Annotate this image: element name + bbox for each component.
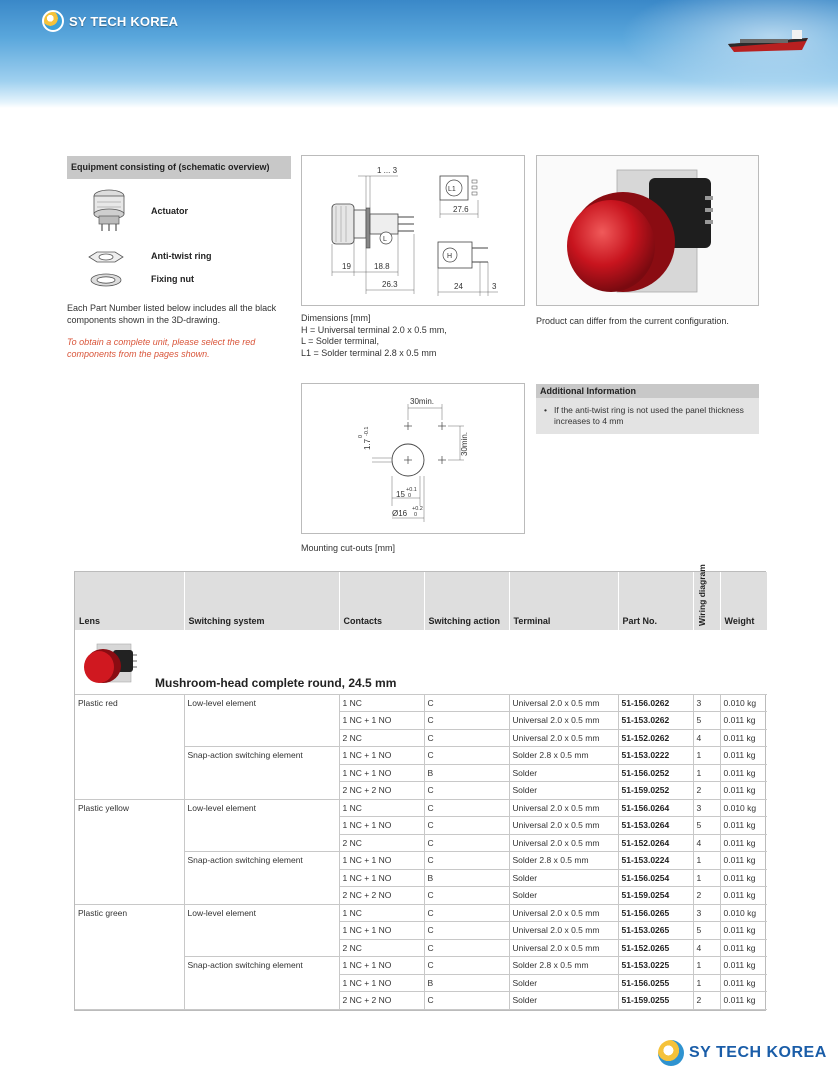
cell-action: B bbox=[424, 764, 509, 782]
cell-lens bbox=[75, 922, 184, 940]
logo-circle-icon bbox=[658, 1040, 684, 1066]
cell-contacts: 2 NC + 2 NO bbox=[339, 992, 424, 1010]
section-row bbox=[75, 630, 767, 694]
table-row bbox=[75, 712, 767, 730]
dim-label-H: H bbox=[447, 253, 453, 260]
cell-contacts: 2 NC + 2 NO bbox=[339, 887, 424, 905]
cell-action: C bbox=[424, 904, 509, 922]
cell-weight: 0.011 kg bbox=[720, 974, 767, 992]
fixing-nut-icon bbox=[89, 273, 123, 287]
cell-weight: 0.011 kg bbox=[720, 782, 767, 800]
cell-terminal: Universal 2.0 x 0.5 mm bbox=[509, 712, 618, 730]
cell-system bbox=[184, 974, 339, 992]
cell-action: C bbox=[424, 694, 509, 712]
table-row bbox=[75, 747, 767, 765]
cell-system bbox=[184, 817, 339, 835]
cell-system bbox=[184, 782, 339, 800]
cell-weight: 0.010 kg bbox=[720, 694, 767, 712]
cell-system: Snap-action switching element bbox=[184, 957, 339, 975]
cutout-label-15-tol-lo: 0 bbox=[408, 493, 412, 499]
cell-terminal: Solder bbox=[509, 782, 618, 800]
cell-weight: 0.011 kg bbox=[720, 939, 767, 957]
cell-wiring: 5 bbox=[693, 712, 720, 730]
cell-contacts: 1 NC bbox=[339, 799, 424, 817]
cell-wiring: 3 bbox=[693, 799, 720, 817]
cell-terminal: Universal 2.0 x 0.5 mm bbox=[509, 904, 618, 922]
cell-terminal: Universal 2.0 x 0.5 mm bbox=[509, 694, 618, 712]
cell-terminal: Universal 2.0 x 0.5 mm bbox=[509, 834, 618, 852]
cell-part: 51-159.0252 bbox=[618, 782, 693, 800]
cell-action: C bbox=[424, 747, 509, 765]
cell-system bbox=[184, 729, 339, 747]
cell-terminal: Solder bbox=[509, 869, 618, 887]
cell-system bbox=[184, 992, 339, 1010]
cell-wiring: 2 bbox=[693, 887, 720, 905]
cell-terminal: Universal 2.0 x 0.5 mm bbox=[509, 799, 618, 817]
table-row bbox=[75, 887, 767, 905]
cell-contacts: 1 NC + 1 NO bbox=[339, 747, 424, 765]
cell-action: C bbox=[424, 799, 509, 817]
cell-system: Low-level element bbox=[184, 904, 339, 922]
cell-lens bbox=[75, 869, 184, 887]
cell-weight: 0.011 kg bbox=[720, 729, 767, 747]
cell-wiring: 1 bbox=[693, 974, 720, 992]
cell-part: 51-153.0265 bbox=[618, 922, 693, 940]
product-table bbox=[74, 564, 766, 1011]
cell-part: 51-153.0264 bbox=[618, 817, 693, 835]
section-cell bbox=[75, 630, 767, 694]
dim-label-26-3: 26.3 bbox=[382, 280, 398, 289]
photo-caption: Product can differ from the current configuration. bbox=[536, 316, 729, 326]
table-row bbox=[75, 799, 767, 817]
dim-cap-shape bbox=[332, 204, 354, 244]
cutout-drawing bbox=[301, 383, 525, 534]
equipment-note-red: To obtain a complete unit, please select the red components from the pages shown. bbox=[67, 337, 256, 359]
table-row bbox=[75, 694, 767, 712]
table-row bbox=[75, 957, 767, 975]
cell-weight: 0.011 kg bbox=[720, 747, 767, 765]
cell-action: B bbox=[424, 974, 509, 992]
bottom-logo-text: SY TECH KOREA bbox=[689, 1044, 827, 1061]
cutout-label-30min-w: 30min. bbox=[410, 397, 435, 406]
cell-system bbox=[184, 764, 339, 782]
cell-lens: Plastic green bbox=[75, 904, 184, 922]
cutout-label-30min-h: 30min. bbox=[460, 431, 469, 456]
cell-action: C bbox=[424, 817, 509, 835]
product-photo bbox=[536, 155, 759, 306]
cutout-label-1-7-tol-hi: 0 bbox=[358, 434, 364, 438]
cell-weight: 0.011 kg bbox=[720, 712, 767, 730]
cell-contacts: 2 NC + 2 NO bbox=[339, 782, 424, 800]
dim-label-27-6: 27.6 bbox=[453, 205, 469, 214]
dimensions-svg bbox=[302, 156, 526, 307]
cell-terminal: Solder bbox=[509, 974, 618, 992]
cell-system: Snap-action switching element bbox=[184, 747, 339, 765]
additional-info-box bbox=[536, 384, 759, 434]
cell-weight: 0.011 kg bbox=[720, 817, 767, 835]
cell-lens bbox=[75, 712, 184, 730]
cell-weight: 0.011 kg bbox=[720, 887, 767, 905]
cutout-svg bbox=[302, 384, 526, 535]
cutout-label-15-tol-hi: +0.1 bbox=[406, 487, 417, 493]
cell-part: 51-156.0255 bbox=[618, 974, 693, 992]
cell-part: 51-153.0262 bbox=[618, 712, 693, 730]
equipment-heading: Equipment consisting of (schematic overview) bbox=[67, 156, 291, 179]
col-header-wiring bbox=[693, 564, 720, 630]
cell-terminal: Solder bbox=[509, 887, 618, 905]
cell-wiring: 5 bbox=[693, 922, 720, 940]
actuator-icon bbox=[87, 186, 131, 232]
equipment-item-actuator bbox=[67, 186, 291, 232]
cell-lens: Plastic yellow bbox=[75, 799, 184, 817]
cell-wiring: 5 bbox=[693, 817, 720, 835]
cell-action: C bbox=[424, 782, 509, 800]
cell-contacts: 1 NC + 1 NO bbox=[339, 852, 424, 870]
equipment-note: Each Part Number listed below includes all the black components shown in the 3D-drawing. bbox=[67, 303, 277, 325]
cell-lens bbox=[75, 852, 184, 870]
cutout-label-1-7: 1.7 bbox=[363, 438, 372, 450]
cell-action: B bbox=[424, 869, 509, 887]
top-logo-text: SY TECH KOREA bbox=[69, 13, 179, 29]
dimensions-caption-line: H = Universal terminal 2.0 x 0.5 mm, bbox=[301, 324, 447, 335]
cell-part: 51-153.0222 bbox=[618, 747, 693, 765]
col-header-terminal: Terminal bbox=[509, 572, 618, 630]
equipment-overview bbox=[67, 156, 291, 294]
cell-lens bbox=[75, 992, 184, 1010]
cell-part: 51-152.0264 bbox=[618, 834, 693, 852]
cell-contacts: 1 NC bbox=[339, 694, 424, 712]
cell-wiring: 3 bbox=[693, 904, 720, 922]
cell-contacts: 1 NC bbox=[339, 904, 424, 922]
cell-terminal: Universal 2.0 x 0.5 mm bbox=[509, 922, 618, 940]
cell-terminal: Solder bbox=[509, 764, 618, 782]
cell-part: 51-156.0265 bbox=[618, 904, 693, 922]
cell-contacts: 1 NC + 1 NO bbox=[339, 712, 424, 730]
cell-part: 51-156.0252 bbox=[618, 764, 693, 782]
cell-wiring: 1 bbox=[693, 869, 720, 887]
col-header-contacts: Contacts bbox=[339, 572, 424, 630]
cell-wiring: 4 bbox=[693, 939, 720, 957]
cell-contacts: 2 NC bbox=[339, 834, 424, 852]
product-thumbnail bbox=[79, 640, 139, 686]
cell-system: Snap-action switching element bbox=[184, 852, 339, 870]
cell-weight: 0.011 kg bbox=[720, 852, 767, 870]
dim-label-L: L bbox=[383, 236, 387, 243]
cell-action: C bbox=[424, 957, 509, 975]
cell-lens bbox=[75, 747, 184, 765]
table-row bbox=[75, 974, 767, 992]
cell-lens: Plastic red bbox=[75, 694, 184, 712]
anti-twist-ring-icon bbox=[87, 250, 125, 264]
dim-label-3: 3 bbox=[492, 282, 497, 291]
col-header-part-no: Part No. bbox=[618, 572, 693, 630]
cell-part: 51-159.0255 bbox=[618, 992, 693, 1010]
cell-system: Low-level element bbox=[184, 694, 339, 712]
cell-part: 51-152.0262 bbox=[618, 729, 693, 747]
cutout-label-16-tol-hi: +0.2 bbox=[412, 506, 423, 512]
dimensions-caption-line: L = Solder terminal, bbox=[301, 336, 379, 346]
dim-label-L1: L1 bbox=[448, 186, 456, 193]
additional-info-list bbox=[536, 398, 759, 426]
cell-system bbox=[184, 887, 339, 905]
cell-wiring: 4 bbox=[693, 834, 720, 852]
dimensions-caption-line: L1 = Solder terminal 2.8 x 0.5 mm bbox=[301, 347, 437, 358]
dim-label-19: 19 bbox=[342, 262, 351, 271]
cell-terminal: Solder 2.8 x 0.5 mm bbox=[509, 852, 618, 870]
cell-part: 51-153.0225 bbox=[618, 957, 693, 975]
cutout-label-16: Ø16 bbox=[392, 509, 408, 518]
cell-part: 51-156.0262 bbox=[618, 694, 693, 712]
additional-info-heading: Additional Information bbox=[536, 384, 759, 398]
logo-circle-icon bbox=[42, 10, 64, 32]
table-row bbox=[75, 834, 767, 852]
cell-action: C bbox=[424, 939, 509, 957]
cell-contacts: 2 NC bbox=[339, 729, 424, 747]
dim-label-18-8: 18.8 bbox=[374, 262, 390, 271]
table-row bbox=[75, 869, 767, 887]
cell-wiring: 2 bbox=[693, 782, 720, 800]
cell-action: C bbox=[424, 712, 509, 730]
cell-weight: 0.011 kg bbox=[720, 764, 767, 782]
dimensions-caption bbox=[301, 313, 525, 359]
table-row bbox=[75, 729, 767, 747]
cell-part: 51-156.0264 bbox=[618, 799, 693, 817]
cell-wiring: 1 bbox=[693, 957, 720, 975]
dimensions-drawing bbox=[301, 155, 525, 306]
cell-lens bbox=[75, 974, 184, 992]
cell-terminal: Universal 2.0 x 0.5 mm bbox=[509, 939, 618, 957]
cell-contacts: 1 NC + 1 NO bbox=[339, 817, 424, 835]
equipment-item-fixing-nut bbox=[67, 272, 291, 288]
section-title: Mushroom-head complete round, 24.5 mm bbox=[155, 675, 397, 690]
cell-action: C bbox=[424, 852, 509, 870]
cell-contacts: 1 NC + 1 NO bbox=[339, 974, 424, 992]
table-row bbox=[75, 782, 767, 800]
cell-system bbox=[184, 712, 339, 730]
cell-lens bbox=[75, 729, 184, 747]
cell-action: C bbox=[424, 834, 509, 852]
cell-action: C bbox=[424, 729, 509, 747]
cell-system bbox=[184, 922, 339, 940]
cell-system: Low-level element bbox=[184, 799, 339, 817]
table-row bbox=[75, 764, 767, 782]
table-header-row bbox=[75, 572, 767, 630]
red-cap-shape bbox=[567, 200, 655, 292]
cell-wiring: 1 bbox=[693, 747, 720, 765]
cell-system bbox=[184, 939, 339, 957]
cell-terminal: Universal 2.0 x 0.5 mm bbox=[509, 817, 618, 835]
table-row bbox=[75, 852, 767, 870]
equipment-label-actuator: Actuator bbox=[151, 206, 189, 216]
cell-lens bbox=[75, 817, 184, 835]
cutout-label-15: 15 bbox=[396, 490, 405, 499]
cell-wiring: 2 bbox=[693, 992, 720, 1010]
table-row bbox=[75, 992, 767, 1010]
equipment-label-anti-twist-ring: Anti-twist ring bbox=[151, 251, 212, 261]
cell-terminal: Solder bbox=[509, 992, 618, 1010]
cell-contacts: 1 NC + 1 NO bbox=[339, 922, 424, 940]
cutout-label-16-tol-lo: 0 bbox=[414, 512, 418, 518]
cell-wiring: 4 bbox=[693, 729, 720, 747]
cell-lens bbox=[75, 957, 184, 975]
cell-weight: 0.010 kg bbox=[720, 799, 767, 817]
additional-info-bullet: • If the anti-twist ring is not used the panel thickness increases to 4 mm bbox=[544, 405, 753, 426]
cell-lens bbox=[75, 764, 184, 782]
cell-weight: 0.011 kg bbox=[720, 992, 767, 1010]
top-logo[interactable] bbox=[42, 10, 178, 32]
cell-weight: 0.011 kg bbox=[720, 834, 767, 852]
cell-lens bbox=[75, 939, 184, 957]
table-row bbox=[75, 939, 767, 957]
cell-lens bbox=[75, 782, 184, 800]
cell-action: C bbox=[424, 922, 509, 940]
cutout-label-1-7-tol-lo: -0.1 bbox=[364, 426, 370, 436]
equipment-item-anti-twist-ring bbox=[67, 248, 291, 264]
cell-terminal: Universal 2.0 x 0.5 mm bbox=[509, 729, 618, 747]
cell-part: 51-159.0254 bbox=[618, 887, 693, 905]
cell-lens bbox=[75, 887, 184, 905]
cell-weight: 0.010 kg bbox=[720, 904, 767, 922]
dim-label-24: 24 bbox=[454, 282, 463, 291]
col-header-switching-system: Switching system bbox=[184, 572, 339, 630]
col-header-wiring-text: Wiring diagram bbox=[696, 564, 707, 626]
cell-contacts: 1 NC + 1 NO bbox=[339, 957, 424, 975]
ship-icon bbox=[720, 20, 820, 60]
cell-part: 51-152.0265 bbox=[618, 939, 693, 957]
cell-contacts: 1 NC + 1 NO bbox=[339, 869, 424, 887]
cell-wiring: 3 bbox=[693, 694, 720, 712]
col-header-lens: Lens bbox=[75, 572, 184, 630]
col-header-switching-action: Switching action bbox=[424, 572, 509, 630]
cell-contacts: 2 NC bbox=[339, 939, 424, 957]
table-row bbox=[75, 922, 767, 940]
product-photo-svg bbox=[537, 156, 760, 307]
equipment-label-fixing-nut: Fixing nut bbox=[151, 274, 194, 284]
cell-system bbox=[184, 869, 339, 887]
dim-label-1-3: 1 ... 3 bbox=[377, 166, 398, 175]
cell-terminal: Solder 2.8 x 0.5 mm bbox=[509, 957, 618, 975]
cell-action: C bbox=[424, 887, 509, 905]
col-header-weight: Weight bbox=[720, 572, 767, 630]
table-row bbox=[75, 904, 767, 922]
table-row bbox=[75, 817, 767, 835]
bottom-logo[interactable] bbox=[658, 1040, 827, 1066]
dimensions-caption-line: Dimensions [mm] bbox=[301, 313, 371, 323]
cell-terminal: Solder 2.8 x 0.5 mm bbox=[509, 747, 618, 765]
cell-weight: 0.011 kg bbox=[720, 869, 767, 887]
cell-wiring: 1 bbox=[693, 852, 720, 870]
cell-weight: 0.011 kg bbox=[720, 922, 767, 940]
cell-wiring: 1 bbox=[693, 764, 720, 782]
cutout-caption: Mounting cut-outs [mm] bbox=[301, 543, 396, 553]
cell-part: 51-156.0254 bbox=[618, 869, 693, 887]
cell-weight: 0.011 kg bbox=[720, 957, 767, 975]
cell-contacts: 1 NC + 1 NO bbox=[339, 764, 424, 782]
cell-lens bbox=[75, 834, 184, 852]
cell-system bbox=[184, 834, 339, 852]
cell-action: C bbox=[424, 992, 509, 1010]
cell-part: 51-153.0224 bbox=[618, 852, 693, 870]
